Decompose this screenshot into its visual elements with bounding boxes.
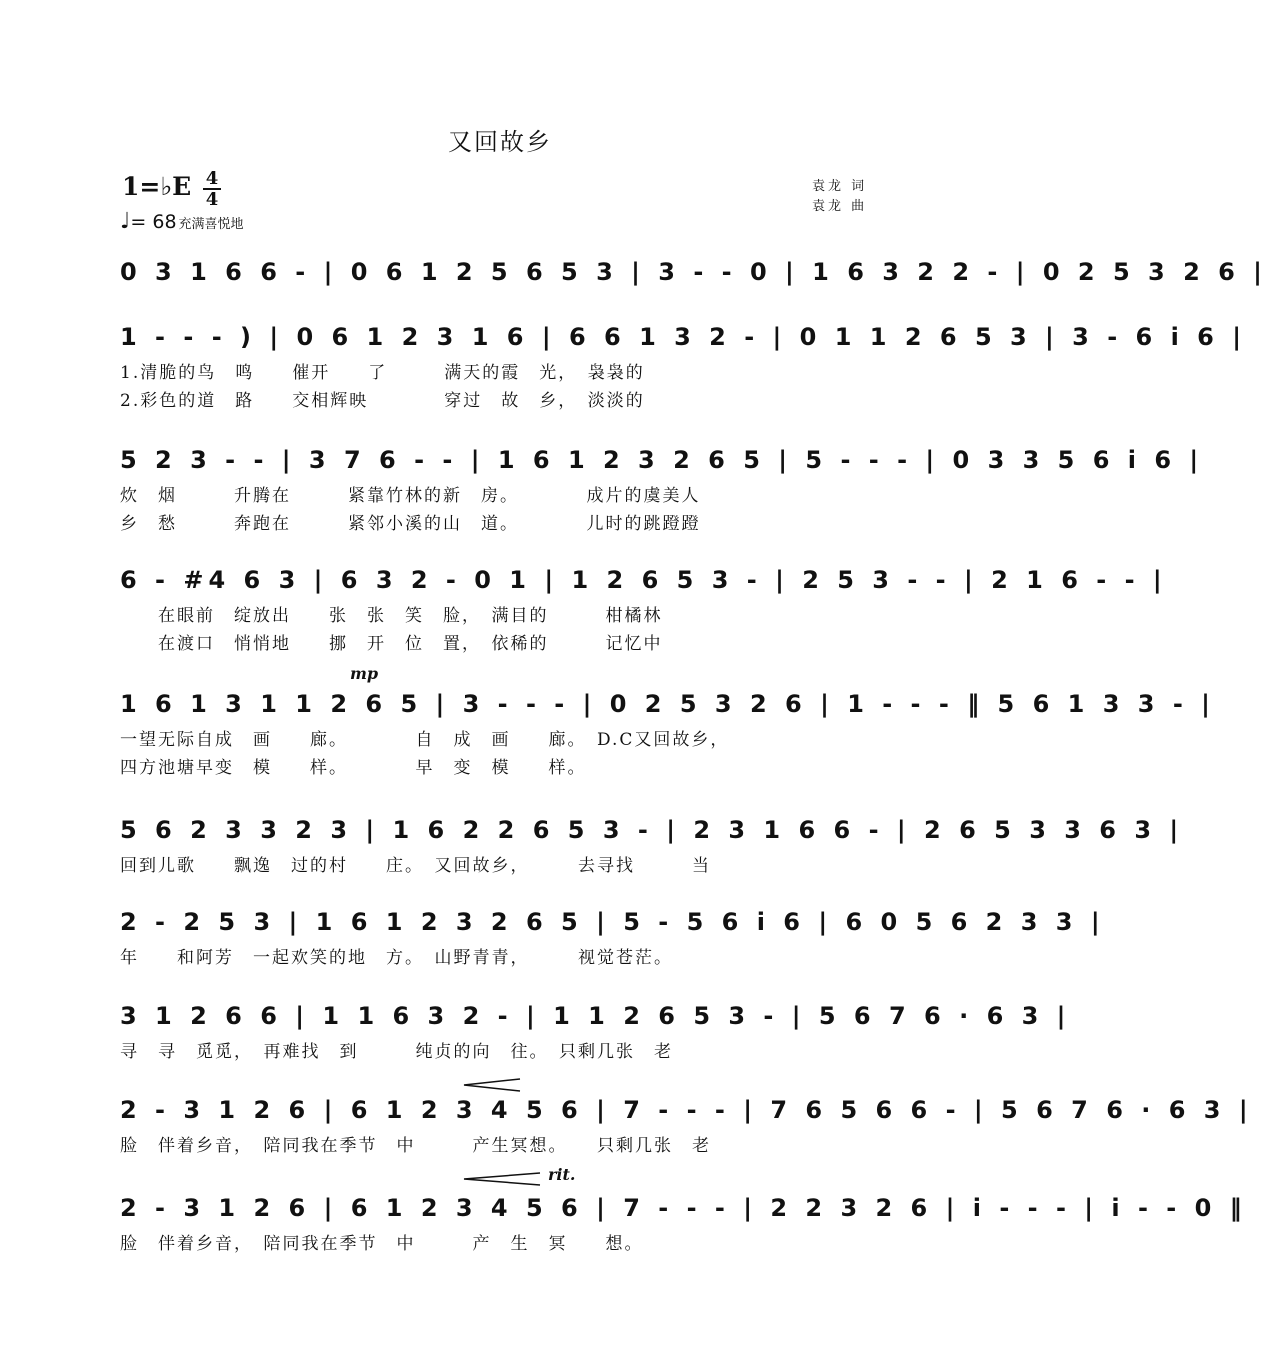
score-line-6 [120, 808, 1184, 880]
score-line-10 [120, 1186, 1247, 1258]
lyric-verse-1: 炊 烟 升腾在 紧靠竹林的新 房。 成片的虞美人 [120, 486, 701, 506]
score-line-3 [120, 438, 1204, 538]
lyric-verse-1: 一望无际自成 画 廊。 自 成 画 廊。 D.C又回故乡， [120, 730, 730, 750]
lyric-verse-1: 在眼前 绽放出 张 张 笑 脸， 满目的 柑橘林 [120, 606, 663, 626]
score-line-5 [120, 682, 1215, 782]
tempo-marking [120, 209, 244, 234]
lyric-line: 年 和阿芳 一起欢笑的地 方。 山野青青， 视觉苍茫。 [120, 948, 673, 968]
lyric-verse-2: 在渡口 悄悄地 挪 开 位 置， 依稀的 记忆中 [120, 634, 663, 654]
lyric-line: 回到儿歌 飘逸 过的村 庄。 又回故乡， 去寻找 当 [120, 856, 711, 876]
quarter-note-icon: ♩ [120, 209, 131, 234]
notation-line: 1 - - - ) | 0 6 1 2 3 1 6 | 6 6 1 3 2 - | 0 1 1 2 6 5 3 | 3 - 6 i 6 | [120, 323, 1246, 351]
composer-credit: 袁龙 曲 [812, 199, 868, 214]
time-signature-bottom: 4 [205, 189, 219, 210]
lyric-verse-2: 四方池塘早变 模 样。 早 变 模 样。 [120, 758, 587, 778]
score-line-1 [120, 250, 1267, 294]
dynamic-mp: mp [350, 664, 379, 683]
score-line-7 [120, 900, 1105, 972]
time-signature [203, 170, 221, 208]
lyricist-credit: 袁龙 词 [812, 179, 868, 194]
notation-line: 5 6 2 3 3 2 3 | 1 6 2 2 6 5 3 - | 2 3 1 6 6 - | 2 6 5 3 3 6 3 | [120, 816, 1184, 844]
score-line-2 [120, 315, 1246, 415]
notation-line: 6 - #4 6 3 | 6 3 2 - 0 1 | 1 2 6 5 3 - | 2 5 3 - - | 2 1 6 - - | [120, 566, 1167, 594]
notation-line: 2 - 3 1 2 6 | 6 1 2 3 4 5 6 | 7 - - - | 2 2 3 2 6 | i - - - | i - - 0 ‖ [120, 1194, 1247, 1222]
notation-line: 2 - 3 1 2 6 | 6 1 2 3 4 5 6 | 7 - - - | 7 6 5 6 6 - | 5 6 7 6 · 6 3 | [120, 1096, 1253, 1124]
time-signature-top: 4 [205, 168, 219, 189]
key-signature: 1=♭E [122, 172, 192, 201]
expression-marking: 充满喜悦地 [178, 217, 244, 232]
notation-line: 3 1 2 6 6 | 1 1 6 3 2 - | 1 1 2 6 5 3 - | 5 6 7 6 · 6 3 | [120, 1002, 1071, 1030]
notation-line: 1 6 1 3 1 1 2 6 5 | 3 - - - | 0 2 5 3 2 6 | 1 - - - ‖ 5 6 1 3 3 - | [120, 690, 1215, 718]
song-title: 又回故乡 [448, 128, 552, 156]
lyric-verse-1: 1.清脆的鸟 鸣 催开 了 满天的霞 光， 袅袅的 [120, 363, 645, 383]
lyric-verse-2: 2.彩色的道 路 交相辉映 穿过 故 乡， 淡淡的 [120, 391, 645, 411]
score-line-9 [120, 1088, 1253, 1160]
notation-line: 0 3 1 6 6 - | 0 6 1 2 5 6 5 3 | 3 - - 0 | 1 6 3 2 2 - | 0 2 5 3 2 6 | [120, 258, 1267, 286]
notation-line: 2 - 2 5 3 | 1 6 1 2 3 2 6 5 | 5 - 5 6 i 6 | 6 0 5 6 2 3 3 | [120, 908, 1105, 936]
notation-line: 5 2 3 - - | 3 7 6 - - | 1 6 1 2 3 2 6 5 | 5 - - - | 0 3 3 5 6 i 6 | [120, 446, 1204, 474]
lyric-line: 寻 寻 觅觅， 再难找 到 纯贞的向 往。 只剩几张 老 [120, 1042, 673, 1062]
score-line-4 [120, 558, 1167, 658]
lyric-line: 脸 伴着乡音， 陪同我在季节 中 产 生 冥 想。 [120, 1234, 644, 1254]
lyric-line: 脸 伴着乡音， 陪同我在季节 中 产生冥想。 只剩几张 老 [120, 1136, 711, 1156]
ritardando-marking: rit. [548, 1165, 576, 1184]
score-line-8 [120, 994, 1071, 1066]
lyric-verse-2: 乡 愁 奔跑在 紧邻小溪的山 道。 儿时的跳蹬蹬 [120, 514, 701, 534]
decrescendo-hairpin [462, 1172, 542, 1186]
tempo-value: = 68 [130, 211, 177, 233]
